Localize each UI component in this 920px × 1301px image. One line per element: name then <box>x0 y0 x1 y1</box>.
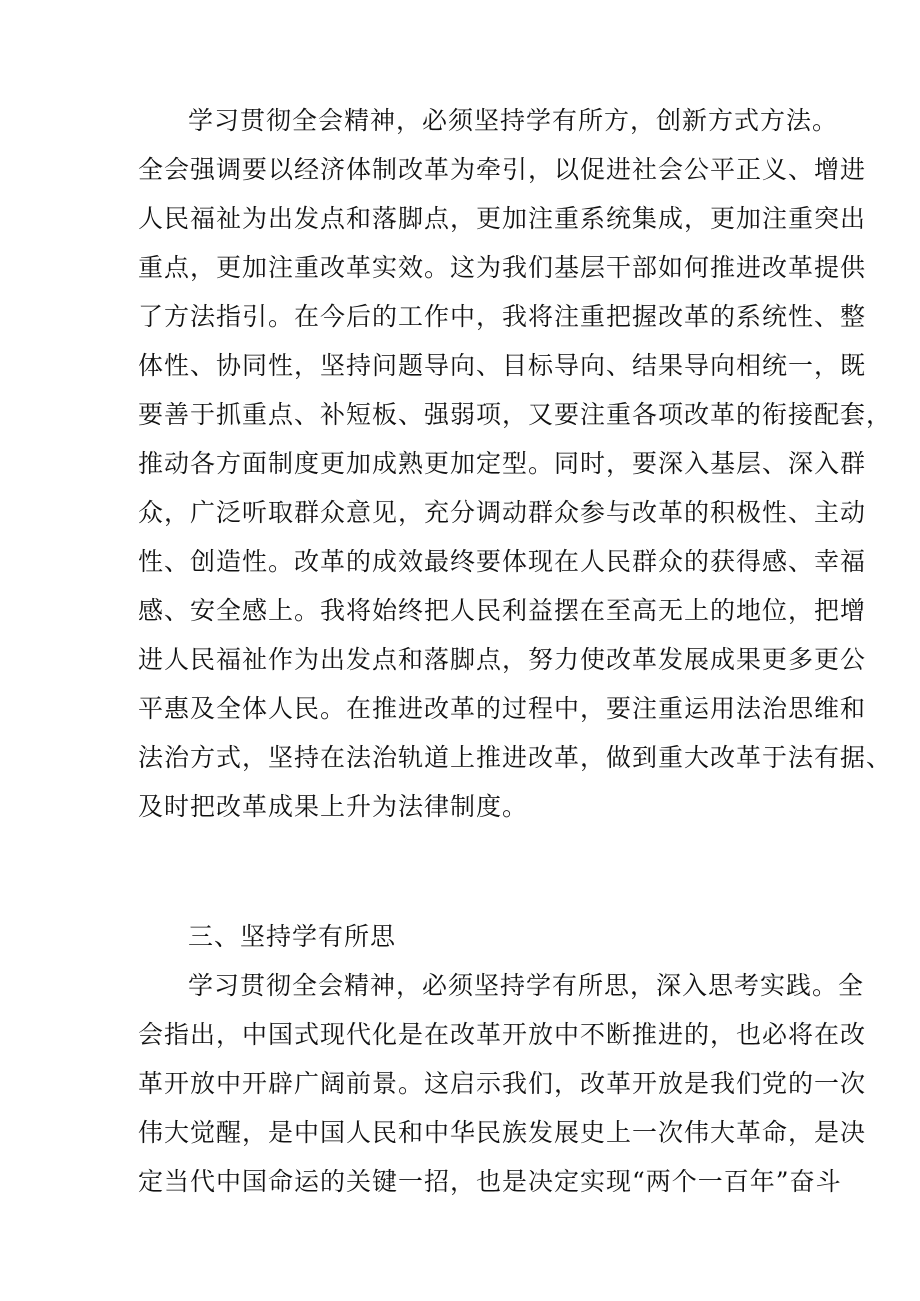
paragraph-line: 要善于抓重点、补短板、强弱项，又要注重各项改革的衔接配套， <box>138 400 893 429</box>
blank-line <box>138 831 798 880</box>
paragraph-line: 平惠及全体人民。在推进改革的过程中，要注重运用法治思维和 <box>138 694 867 723</box>
section-heading: 三、坚持学有所思 <box>188 922 397 951</box>
paragraph-line: 伟大觉醒，是中国人民和中华民族发展史上一次伟大革命，是决 <box>138 1118 867 1147</box>
paragraph-line: 革开放中开辟广阔前景。这启示我们，改革开放是我们党的一次 <box>138 1069 867 1098</box>
paragraph-line: 全会强调要以经济体制改革为牵引，以促进社会公平正义、增进 <box>138 155 867 184</box>
paragraph-line: 学习贯彻全会精神，必须坚持学有所思，深入思考实践。全 <box>188 971 865 1000</box>
document-page <box>138 96 893 1206</box>
paragraph-line: 进人民福祉作为出发点和落脚点，努力使改革发展成果更多更公 <box>138 645 867 674</box>
paragraph-line: 法治方式，坚持在法治轨道上推进改革，做到重大改革于法有据、 <box>138 743 893 772</box>
paragraph-line: 性、创造性。改革的成效最终要体现在人民群众的获得感、幸福 <box>138 547 867 576</box>
paragraph-line: 人民福祉为出发点和落脚点，更加注重系统集成，更加注重突出 <box>138 204 867 233</box>
paragraph-line: 感、安全感上。我将始终把人民利益摆在至高无上的地位，把增 <box>138 596 867 625</box>
paragraph-line: 体性、协同性，坚持问题导向、目标导向、结果导向相统一，既 <box>138 351 867 380</box>
paragraph-line: 学习贯彻全会精神，必须坚持学有所方，创新方式方法。 <box>188 106 839 135</box>
paragraph-line: 及时把改革成果上升为法律制度。 <box>138 792 529 821</box>
paragraph-line: 推动各方面制度更加成熟更加定型。同时，要深入基层、深入群 <box>138 449 867 478</box>
paragraph-line: 会指出，中国式现代化是在改革开放中不断推进的，也必将在改 <box>138 1020 867 1049</box>
section-gap <box>138 880 798 912</box>
paragraph-line: 定当代中国命运的关键一招，也是决定实现“两个一百年”奋斗 <box>138 1167 842 1196</box>
paragraph-line: 众，广泛听取群众意见，充分调动群众参与改革的积极性、主动 <box>138 498 867 527</box>
paragraph-line: 了方法指引。在今后的工作中，我将注重把握改革的系统性、整 <box>138 302 867 331</box>
paragraph-line: 重点，更加注重改革实效。这为我们基层干部如何推进改革提供 <box>138 253 867 282</box>
